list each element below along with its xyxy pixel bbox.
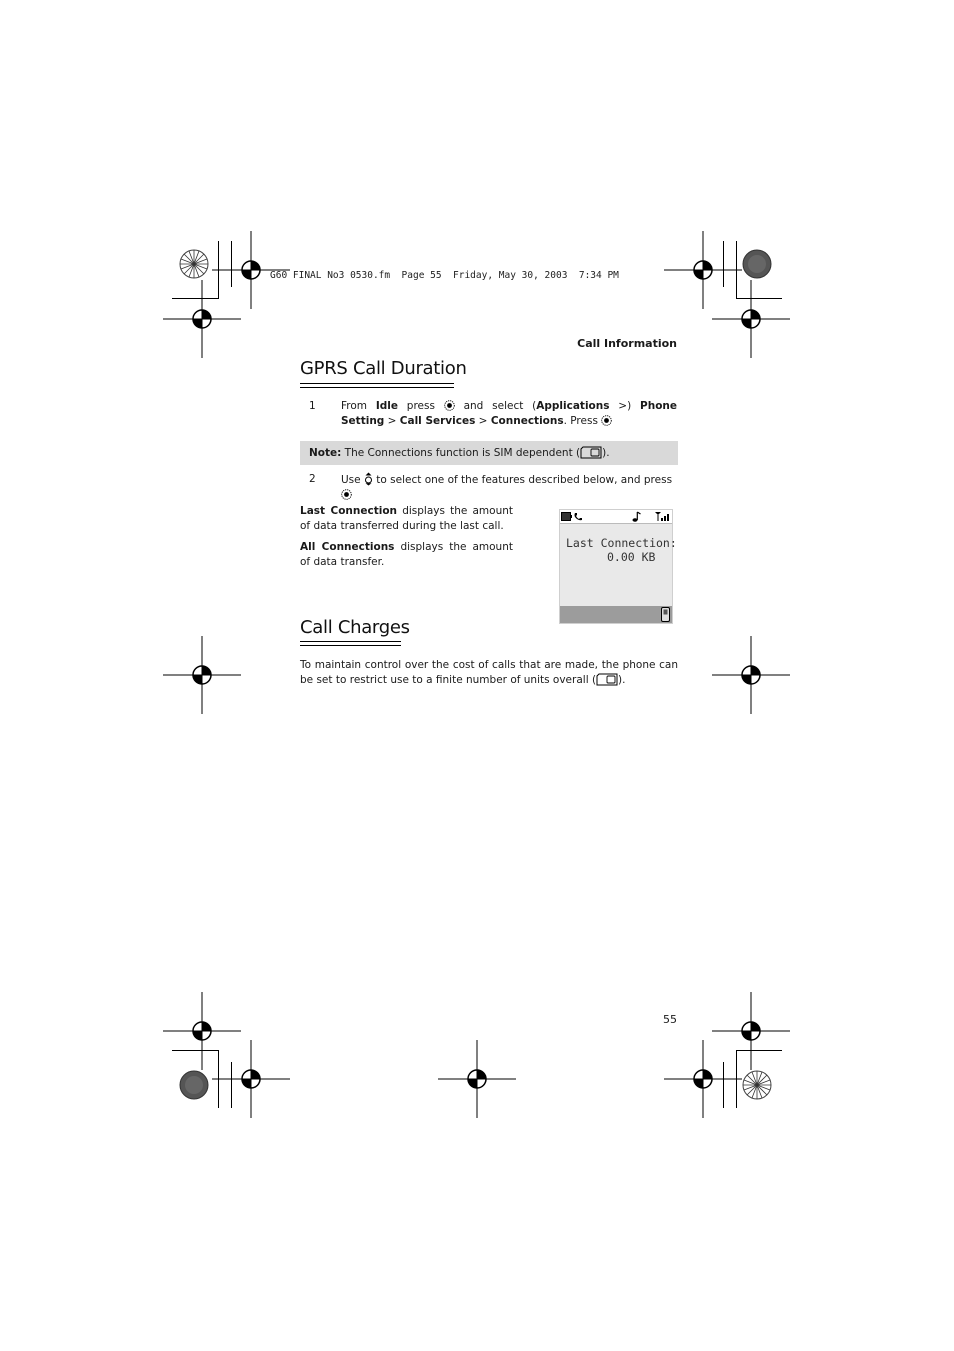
step-1 [309,399,677,431]
registration-target-icon [438,1040,516,1118]
all-connections-desc: All Connections displays the amount of data transfer. [300,541,513,568]
status-bar [560,510,672,524]
section-title-gprs: GPRS Call Duration [300,358,467,379]
note-text: Note: The Connections function is SIM dependent ( ). [309,447,610,459]
note-box [300,441,678,465]
nav-key-icon [364,472,373,486]
phone-side-icon [661,607,670,622]
music-note-icon [632,511,641,522]
screen-content [566,536,677,564]
running-head: Call Information [577,337,677,350]
handset-icon [573,512,582,522]
step-text: Use to select one of the features described below, and press [341,472,677,503]
select-key-icon [341,489,352,500]
registration-target-icon [163,636,241,714]
title-underline [300,387,454,388]
select-key-icon [444,400,455,411]
registration-target-icon [664,1040,742,1118]
screen-line-label: Last Connection: [566,536,677,550]
title-underline [300,383,454,384]
print-header: G60 FINAL No3 0530.fm Page 55 Friday, May 30, 2003 7:34 PM [270,270,619,281]
last-connection-desc: Last Connection displays the amount of data transferred during the last call. [300,505,513,532]
select-key-icon [601,415,612,426]
sim-card-icon [596,673,618,686]
signal-strength-icon [655,511,671,522]
registration-target-icon [712,636,790,714]
screen-line-value: 0.00 KB [607,550,656,564]
starburst-wheel-icon [742,1070,772,1100]
registration-target-icon [163,280,241,358]
gray-wheel-icon [179,1070,209,1100]
call-charges-paragraph: To maintain control over the cost of calls that are made, the phone can be set to restrict use to a finite number of units overall ( ). [300,659,678,686]
sim-card-icon [580,446,602,459]
step-number: 1 [309,400,316,412]
registration-target-icon [712,280,790,358]
registration-target-icon [212,1040,290,1118]
section-title-call-charges: Call Charges [300,617,410,638]
step-2 [309,472,677,488]
soft-key-bar [560,606,672,623]
page-number: 55 [663,1013,677,1026]
title-underline [300,645,401,646]
gray-wheel-icon [742,249,772,279]
title-underline [300,641,401,642]
step-text: From Idle press and select (Applications >) Phone Setting > Call Services > Connections. Press [341,400,678,427]
starburst-wheel-icon [179,249,209,279]
step-number: 2 [309,473,316,485]
phone-screen [559,509,677,624]
